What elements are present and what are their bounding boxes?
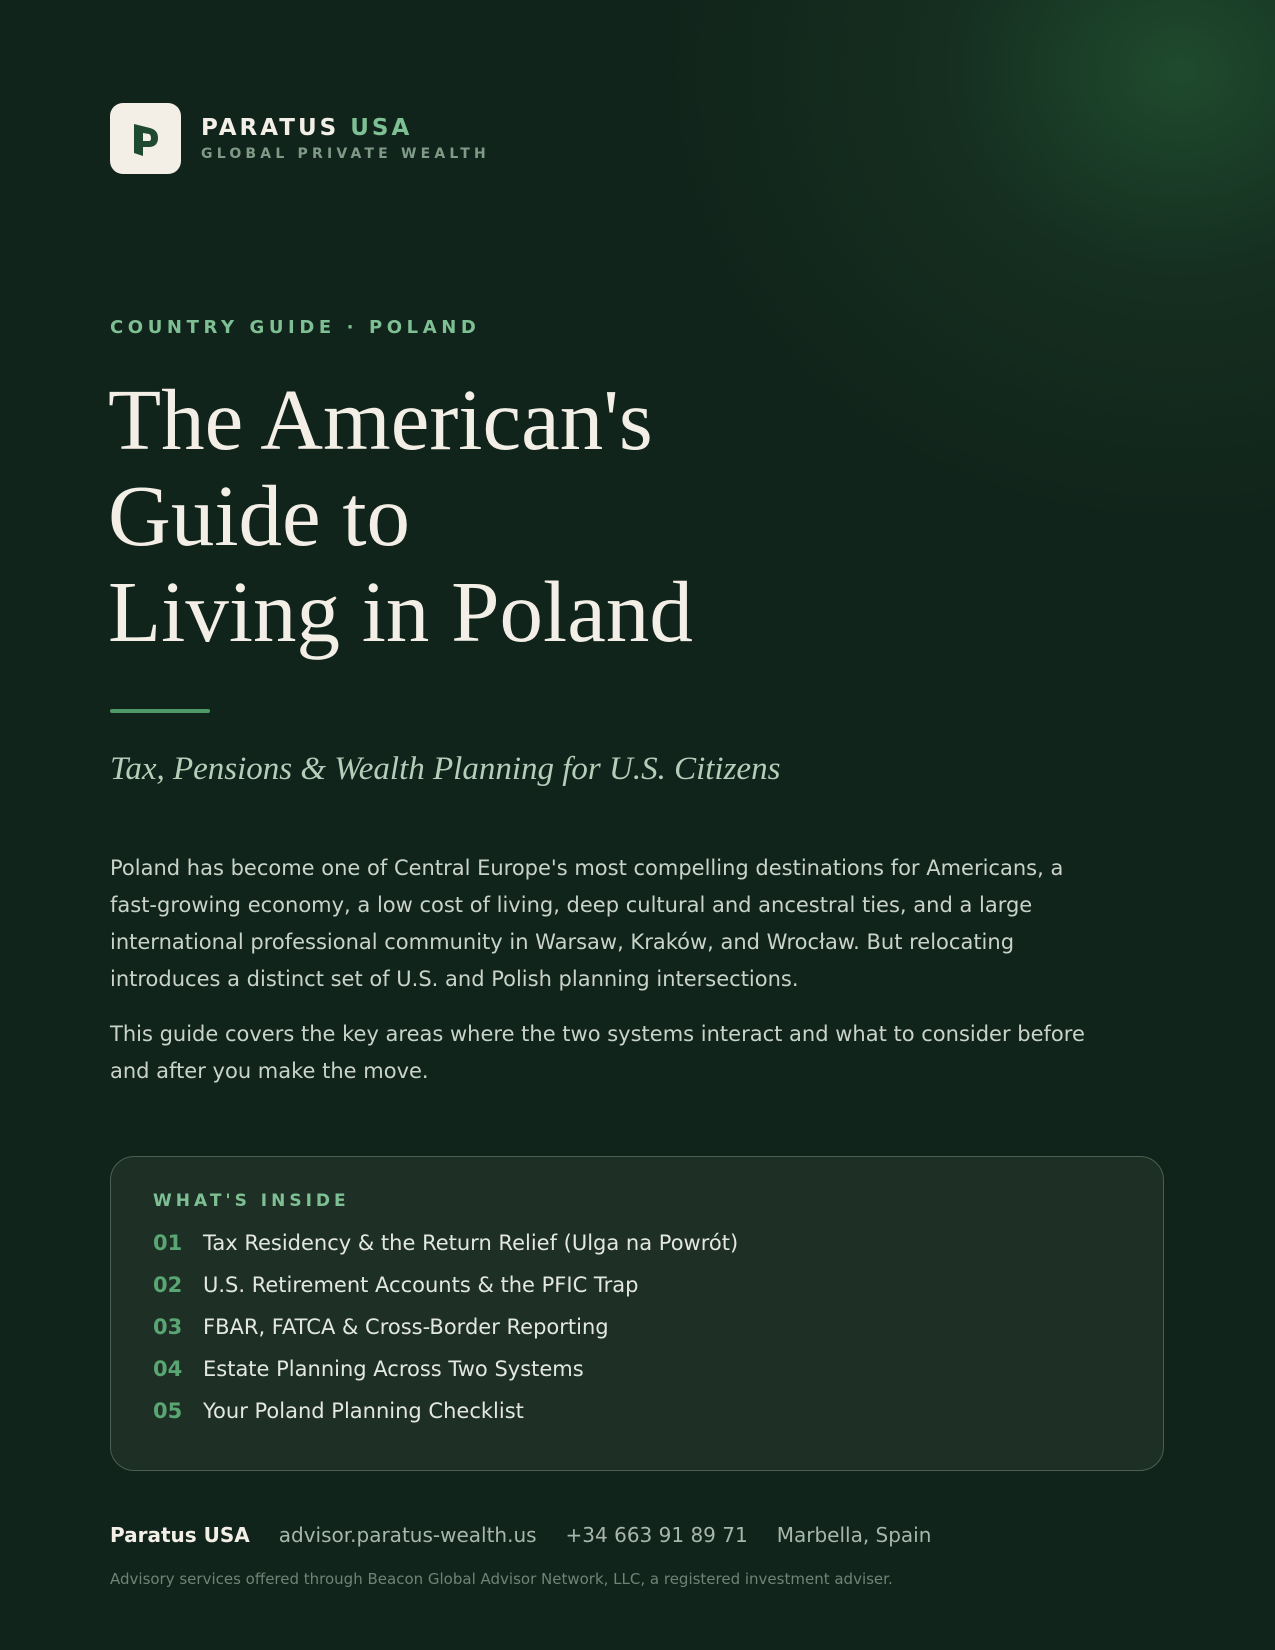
page-title [108, 372, 693, 660]
contents-item-title: Estate Planning Across Two Systems [203, 1357, 584, 1381]
contents-item-number: 04 [153, 1357, 183, 1381]
brand-text [201, 115, 490, 162]
contents-item-title: FBAR, FATCA & Cross-Border Reporting [203, 1315, 609, 1339]
contents-item-number: 02 [153, 1273, 183, 1297]
contents-item [153, 1231, 1121, 1273]
intro-paragraph: Poland has become one of Central Europe's most compelling destinations for Americans, a fast-growing economy, a low cost of living, deep cultural and ancestral ties, and a large international professional community in Warsaw, Kraków, and Wrocław. But relocating introduces a distinct set of U.S. and Polish planning intersections. [110, 856, 1064, 991]
whats-inside-heading: WHAT'S INSIDE [153, 1191, 350, 1211]
contents-item-title: Your Poland Planning Checklist [203, 1399, 524, 1423]
p-mark-icon [130, 120, 162, 158]
footer-contact [110, 1523, 960, 1547]
footer-phone[interactable]: +34 663 91 89 71 [565, 1523, 748, 1547]
contents-item-number: 03 [153, 1315, 183, 1339]
brand-name-main: PARATUS [201, 115, 340, 141]
intro-text [110, 850, 1110, 1108]
eyebrow-label: COUNTRY GUIDE · POLAND [110, 317, 481, 338]
subtitle: Tax, Pensions & Wealth Planning for U.S. Citizens [110, 751, 781, 787]
contents-item-number: 01 [153, 1231, 183, 1255]
contents-item [153, 1399, 1121, 1441]
contents-item [153, 1357, 1121, 1399]
brand-name-accent: USA [350, 115, 413, 141]
footer-firm-name: Paratus USA [110, 1523, 250, 1547]
contents-item-title: U.S. Retirement Accounts & the PFIC Trap [203, 1273, 639, 1297]
footer-location: Marbella, Spain [776, 1523, 932, 1547]
contents-item-number: 05 [153, 1399, 183, 1423]
title-line: Guide to [108, 467, 411, 564]
paratus-logo-icon [110, 103, 181, 174]
footer-disclaimer: Advisory services offered through Beacon Global Advisor Network, LLC, a registered investment adviser. [110, 1570, 893, 1588]
brand-logo [110, 103, 490, 174]
contents-item [153, 1315, 1121, 1357]
contents-item [153, 1273, 1121, 1315]
whats-inside-card [110, 1156, 1164, 1471]
intro-paragraph: This guide covers the key areas where the two systems interact and what to consider before and after you make the move. [110, 1022, 1085, 1083]
footer-website-link[interactable]: advisor.paratus-wealth.us [278, 1523, 537, 1547]
brand-tagline: GLOBAL PRIVATE WEALTH [201, 146, 490, 162]
title-line: The American's [108, 371, 653, 468]
brand-name [201, 115, 490, 141]
title-line: Living in Poland [108, 563, 693, 660]
contents-item-title: Tax Residency & the Return Relief (Ulga na Powrót) [203, 1231, 739, 1255]
accent-divider [110, 709, 210, 713]
